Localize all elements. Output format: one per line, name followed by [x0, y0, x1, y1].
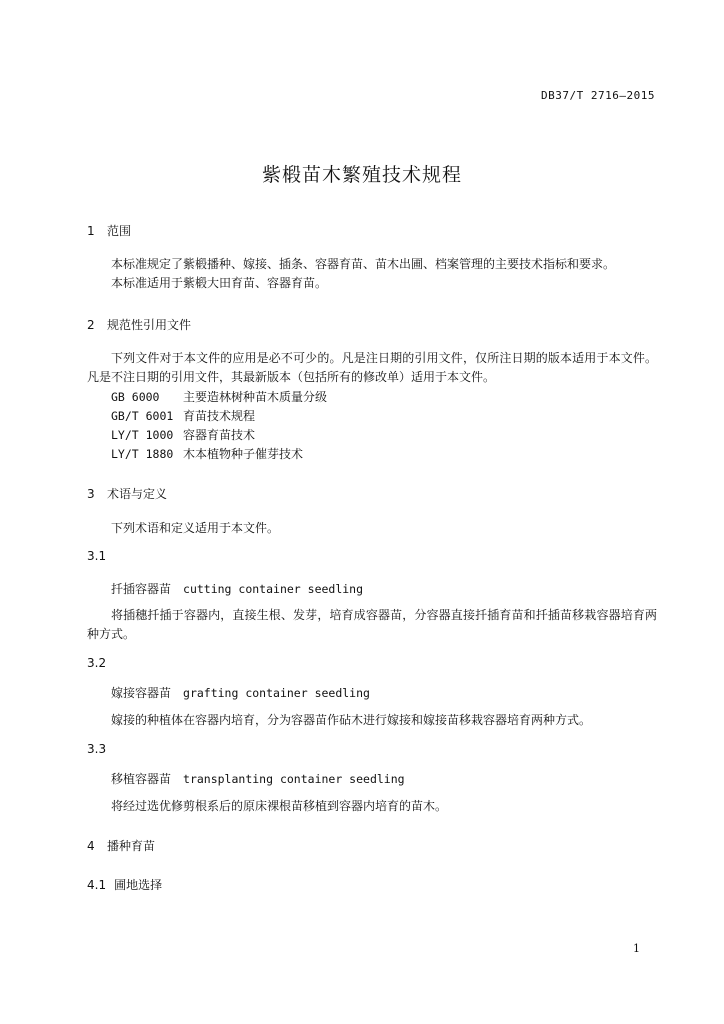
section-label: 术语与定义 [107, 487, 168, 501]
references-intro: 下列文件对于本文件的应用是必不可少的。凡是注日期的引用文件，仅所注日期的版本适用于本文件。凡是不注日期的引用文件，其最新版本（包括所有的修改单）适用于本文件。 [87, 351, 657, 384]
reference-code: LY/T 1000 [111, 428, 174, 442]
term-number: 3.3 [87, 742, 107, 756]
section-1-heading [87, 222, 131, 239]
section-number: 2 [87, 318, 95, 332]
terms-intro: 下列术语和定义适用于本文件。 [111, 521, 280, 535]
section-number: 1 [87, 224, 95, 238]
term-heading [111, 770, 405, 787]
section-number: 3 [87, 487, 95, 501]
reference-item [111, 426, 255, 443]
section-3-heading [87, 485, 167, 502]
term-zh: 扦插容器苗 [111, 582, 172, 596]
reference-code: GB/T 6001 [111, 409, 174, 423]
reference-item [111, 388, 327, 405]
subsection-4-1-heading [87, 876, 162, 893]
section-label: 播种育苗 [107, 839, 156, 853]
subsection-label: 圃地选择 [114, 878, 163, 892]
reference-title: 容器育苗技术 [183, 428, 256, 442]
term-en: transplanting container seedling [183, 772, 405, 786]
term-zh: 移植容器苗 [111, 772, 172, 786]
term-en: grafting container seedling [183, 686, 370, 700]
term-definition: 嫁接的种植体在容器内培育，分为容器苗作砧木进行嫁接和嫁接苗移栽容器培育两种方式。 [111, 713, 592, 727]
page-number: 1 [633, 942, 640, 955]
term-zh: 嫁接容器苗 [111, 686, 172, 700]
scope-paragraph-1: 本标准规定了紫椴播种、嫁接、插条、容器育苗、苗木出圃、档案管理的主要技术指标和要求。 [111, 257, 616, 271]
standard-code: DB37/T 2716—2015 [541, 89, 655, 102]
term-number: 3.2 [87, 656, 107, 670]
term-definition: 将经过选优修剪根系后的原床裸根苗移植到容器内培育的苗木。 [111, 799, 448, 813]
document-title: 紫椴苗木繁殖技术规程 [261, 164, 462, 186]
reference-code: GB 6000 [111, 390, 160, 404]
reference-title: 主要造林树种苗木质量分级 [183, 390, 328, 404]
term-en: cutting container seedling [183, 582, 364, 596]
section-number: 4 [87, 839, 95, 853]
reference-code: LY/T 1880 [111, 447, 174, 461]
reference-item [111, 445, 303, 462]
section-2-heading [87, 316, 191, 333]
reference-item [111, 407, 255, 424]
reference-title: 育苗技术规程 [183, 409, 256, 423]
term-definition: 将插穗扦插于容器内，直接生根、发芽，培育成容器苗，分容器直接扦插育苗和扦插苗移栽容器培育两种方式。 [87, 608, 657, 641]
term-heading [111, 580, 363, 597]
reference-title: 木本植物种子催芽技术 [183, 447, 304, 461]
section-label: 规范性引用文件 [107, 318, 192, 332]
section-4-heading [87, 837, 155, 854]
scope-paragraph-2: 本标准适用于紫椴大田育苗、容器育苗。 [111, 276, 328, 290]
term-heading [111, 684, 370, 701]
section-label: 范围 [107, 224, 132, 238]
term-number: 3.1 [87, 549, 107, 563]
subsection-number: 4.1 [87, 878, 107, 892]
